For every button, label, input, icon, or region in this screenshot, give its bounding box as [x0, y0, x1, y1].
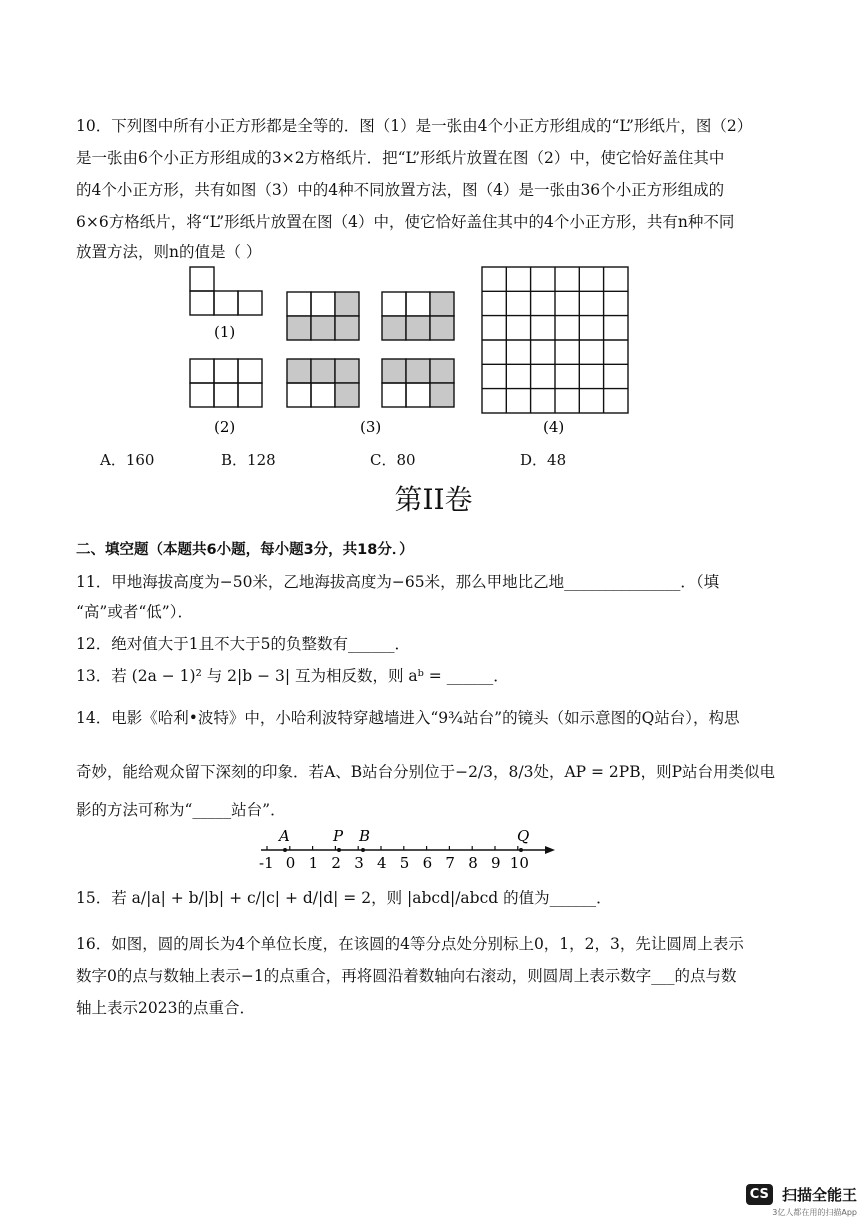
q11-line2: “高”或者“低”）．	[76, 603, 193, 621]
tick-label: 10	[509, 854, 529, 872]
fig3-placement-1	[287, 292, 359, 340]
fig2-label: (2)	[214, 418, 236, 436]
point-q-label: Q	[517, 827, 530, 845]
fig3-placement-4	[382, 359, 454, 407]
fig3-placement-3	[287, 359, 359, 407]
fig2-grid	[190, 359, 262, 407]
q10-line3: 的4个小正方形，共有如图（3）中的4种不同放置方法，图（4）是一张由36个小正方形组成的	[76, 181, 725, 199]
scanner-watermark	[746, 1184, 857, 1218]
brand-name: 扫描全能王	[781, 1186, 857, 1204]
point-p-label: P	[333, 827, 344, 845]
q16-line2: 数字0的点与数轴上表示−1的点重合，再将圆沿着数轴向右滚动，则圆周上表示数字___的点与数	[76, 967, 737, 985]
brand-badge: CS	[746, 1184, 773, 1205]
q16-line3: 轴上表示2023的点重合．	[76, 999, 255, 1017]
q14-line2: 奇妙，能给观众留下深刻的印象．若A、B站台分别位于−2/3，8/3处，AP = 2PB，则P站台用类似电	[76, 763, 776, 781]
tick-label: 1	[308, 854, 319, 872]
tick-label: 4	[377, 854, 387, 872]
section-title: 第II卷	[394, 483, 473, 516]
part2-heading: 二、填空题（本题共6小题，每小题3分，共18分．）	[76, 542, 414, 558]
tick-label: 9	[491, 854, 501, 872]
q12: 12．绝对值大于1且不大于5的负整数有______．	[76, 635, 410, 653]
fig3-placement-2	[382, 292, 454, 340]
point-a-dot	[283, 848, 287, 852]
fig3-label: (3)	[360, 418, 382, 436]
fig4-label: (4)	[543, 418, 565, 436]
q14-line1: 14．电影《哈利•波特》中，小哈利波特穿越墙进入“9¾站台”的镜头（如示意图的Q站台），构思	[76, 709, 740, 727]
q10-line2: 是一张由6个小正方形组成的3×2方格纸片．把“L”形纸片放置在图（2）中，使它恰好盖住其中	[76, 149, 725, 167]
q11-line1: 11．甲地海拔高度为−50米，乙地海拔高度为−65米，那么甲地比乙地_______________．（填	[76, 573, 720, 591]
point-b-label: B	[359, 827, 371, 845]
q14-line3: 影的方法可称为“_____站台”．	[76, 801, 286, 819]
tick-label: 2	[331, 854, 341, 872]
q16-line1: 16．如图，圆的周长为4个单位长度，在该圆的4等分点处分别标上0，1，2，3，先让圆周上表示	[76, 935, 744, 953]
choice-b: B．128	[221, 451, 276, 469]
point-b-dot	[361, 848, 365, 852]
choice-c: C．80	[370, 451, 416, 469]
q13-expr: (2a − 1)² 与 2|b − 3| 互为相反数，则 aᵇ = ______．	[131, 667, 509, 685]
number-line	[255, 826, 565, 874]
tick-label: 3	[354, 854, 364, 872]
tick-label: 7	[445, 854, 455, 872]
q10-line1: 10．下列图中所有小正方形都是全等的．图（1）是一张由4个小正方形组成的“L”形纸片，图（2）	[76, 117, 753, 135]
choice-d: D．48	[520, 451, 567, 469]
q13	[76, 666, 509, 686]
choice-a: A．160	[100, 451, 155, 469]
q10-line4: 6×6方格纸片，将“L”形纸片放置在图（4）中，使它恰好盖住其中的4个小正方形，共有n种不同	[76, 213, 735, 231]
brand-sub: 3亿人都在用的扫描App	[772, 1208, 857, 1217]
tick-label: 8	[468, 854, 478, 872]
q10-line5: 放置方法，则n的值是（ ）	[76, 243, 262, 261]
q10-figures	[180, 262, 640, 442]
point-p-dot	[337, 848, 341, 852]
fig1-l-shape	[190, 267, 262, 315]
fig1-label: (1)	[214, 323, 236, 341]
point-q-dot	[519, 848, 523, 852]
q15: 15．若 a/|a| + b/|b| + c/|c| + d/|d| = 2，则 |abcd|/abcd 的值为______．	[76, 889, 612, 907]
q13-pre: 13．若	[76, 667, 127, 685]
tick-label: -1	[259, 854, 274, 872]
point-a-label: A	[279, 827, 290, 845]
fig4-grid	[482, 267, 628, 413]
tick-label: 5	[399, 854, 410, 872]
tick-label: 6	[422, 854, 433, 872]
tick-label: 0	[285, 854, 296, 872]
